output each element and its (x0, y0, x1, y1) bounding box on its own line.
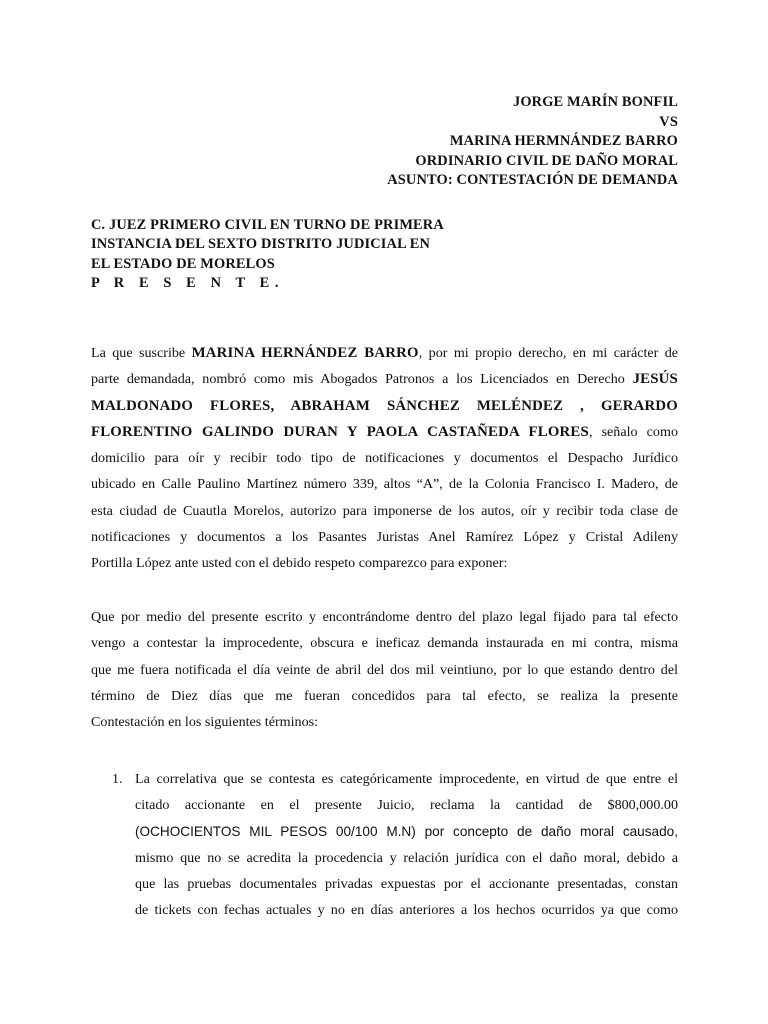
intro-line-8: notificaciones y documentos a los Pasantes Juristas Anel Ramírez López y Cristal Adileny (91, 529, 678, 546)
intro-text: , señalo como (588, 423, 678, 440)
addressee-block (91, 216, 471, 293)
lawyers-bold-names: MALDONADO FLORES, ABRAHAM SÁNCHEZ MELÉNDEZ , GERARDO (91, 397, 678, 414)
intro-line-3 (91, 393, 678, 419)
case-type: ORDINARIO CIVIL DE DAÑO MORAL (415, 152, 678, 169)
intro-line-2 (91, 366, 678, 392)
intro-line-5: domicilio para oír y recibir todo tipo de notificaciones y documentos el Despacho Jurídico (91, 450, 678, 467)
list-item-line-3: (OCHOCIENTOS MIL PESOS 00/100 M.N) por concepto de daño moral causado, (135, 823, 678, 839)
case-header (387, 93, 678, 191)
statement-line-5: Contestación en los siguientes términos: (91, 714, 319, 731)
list-item-line-1: La correlativa que se contesta es categóricamente improcedente, en virtud de que entre el (135, 771, 678, 787)
intro-line-9: Portilla López ante usted con el debido respeto comparezco para exponer: (91, 555, 508, 572)
intro-text: parte demandada, nombró como mis Abogados Patronos a los Licenciados en Derecho (91, 371, 633, 388)
statement-line-2: vengo a contestar la improcedente, obscura e ineficaz demanda instaurada en mi contra, misma (91, 635, 678, 652)
list-item-line-5: que las pruebas documentales privadas expuestas por el accionante presentadas, constan (135, 876, 678, 893)
list-item-number: 1. (112, 771, 123, 787)
intro-line-1 (91, 340, 678, 366)
intro-line-6: ubicado en Calle Paulino Martínez número 339, altos “A”, de la Colonia Francisco I. Madero, de (91, 476, 678, 493)
statement-line-1: Que por medio del presente escrito y encontrándome dentro del plazo legal fijado para tal efecto (91, 609, 678, 625)
list-item-line-6: de tickets con fechas actuales y no en días anteriores a los hechos ocurridos ya que como (135, 902, 678, 919)
addressee-line-1: C. JUEZ PRIMERO CIVIL EN TURNO DE PRIMERA (91, 217, 444, 233)
defendant-bold-name: MARINA HERNÁNDEZ BARRO (191, 345, 419, 361)
addressee-line-2: INSTANCIA DEL SEXTO DISTRITO JUDICIAL EN (91, 236, 431, 253)
case-subject: ASUNTO: CONTESTACIÓN DE DEMANDA (387, 172, 678, 189)
intro-paragraph (91, 340, 678, 577)
intro-line-7: esta ciudad de Cuautla Morelos, autorizo para imponerse de los autos, oír y recibir toda clase de (91, 502, 678, 519)
intro-line-4 (91, 419, 678, 445)
intro-text: La que suscribe (91, 345, 192, 361)
versus-label: VS (659, 113, 678, 130)
plaintiff-name: JORGE MARÍN BONFIL (512, 94, 678, 110)
numbered-list (91, 766, 678, 924)
lawyers-bold-names: FLORENTINO GALINDO DURAN Y PAOLA CASTAÑEDA FLORES (91, 423, 589, 440)
list-item-line-4: mismo que no se acredita la procedencia y relación jurídica con el daño moral, debido a (135, 849, 678, 866)
presente-line: P R E S E N T E. (91, 274, 285, 291)
statement-line-4: término de Diez días que me fueran concedidos para tal efecto, se realiza la presente (91, 687, 678, 704)
addressee-line-3: EL ESTADO DE MORELOS (91, 255, 275, 272)
list-item (91, 766, 678, 924)
defendant-name: MARINA HERMNÁNDEZ BARRO (449, 133, 678, 150)
list-item-line-2: citado accionante en el presente Juicio, reclama la cantidad de $800,000.00 (135, 797, 678, 814)
intro-text: , por mi propio derecho, en mi carácter de (418, 345, 679, 361)
statement-line-3: que me fuera notificada el día veinte de abril del dos mil veintiuno, por lo que estando dentro del (91, 661, 678, 678)
lawyer-bold-name: JESÚS (632, 371, 678, 388)
statement-paragraph (91, 604, 678, 735)
